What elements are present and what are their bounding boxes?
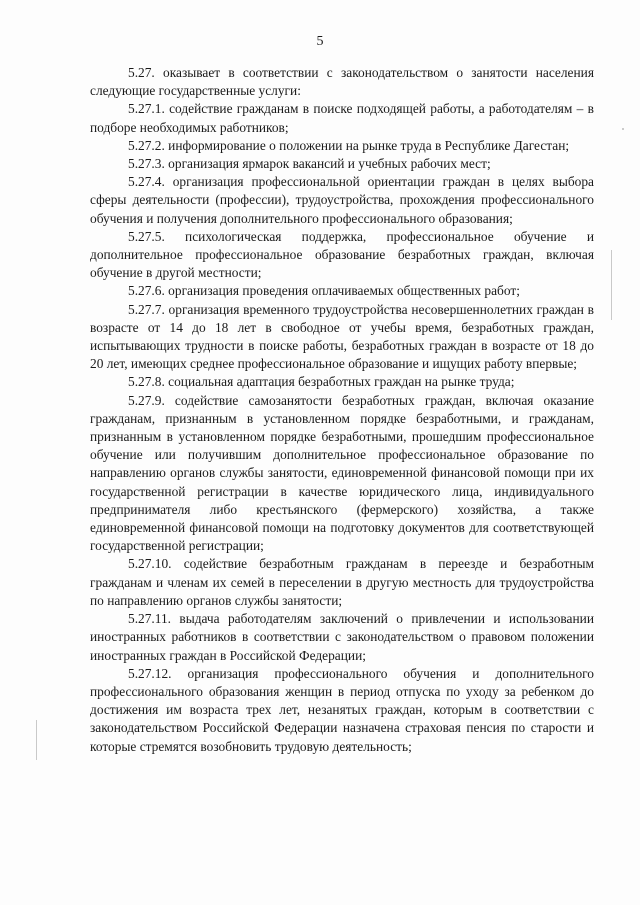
- paragraph: 5.27.11. выдача работодателям заключений о привлечении и использовании иностранных работников в соответствии с законодательством о правовом положении иностранных граждан в Российской Федерации;: [90, 611, 594, 663]
- document-body: [90, 64, 594, 756]
- scan-edge-mark: [36, 720, 37, 760]
- paragraph: 5.27.5. психологическая поддержка, профессиональное обучение и дополнительное профессиональное образование безработных граждан, включая обучение в другой местности;: [90, 228, 594, 281]
- paragraph: 5.27.9. содействие самозанятости безработных граждан, включая оказание гражданам, признанным в установленном порядке безработными, и гражданам, признанным в установленном порядке безработными, прошедшим профессиональное обучение или получившим дополнительное профессиональное образование по направлению органов службы занятости, единовременной финансовой помощи при их государственной регистрации в качестве юридического лица, индивидуального предпринимателя либо крестьянского (фермерского) хозяйства, а также единовременной финансовой помощи на подготовку документов для соответствующей государственной регистрации;: [90, 392, 594, 554]
- paragraph: 5.27. оказывает в соответствии с законодательством о занятости населения следующие государственные услуги:: [90, 65, 594, 99]
- paragraph: 5.27.3. организация ярмарок вакансий и учебных рабочих мест;: [128, 156, 491, 172]
- scan-edge-mark: [611, 250, 612, 320]
- paragraph: 5.27.7. организация временного трудоустройства несовершеннолетних граждан в возрасте от 14 до 18 лет в свободное от учебы время, безработных граждан, испытывающих трудности в поиске работы, безработных граждан в возрасте от 18 до 20 лет, имеющих среднее профессиональное образование и ищущих работу впервые;: [90, 301, 594, 372]
- paragraph: 5.27.10. содействие безработным гражданам в переезде и безработным гражданам и членам их семей в переселении в другую местность для трудоустройства по направлению органов службы занятости;: [90, 556, 594, 608]
- page-number: 5: [316, 34, 324, 49]
- paragraph: 5.27.12. организация профессионального обучения и дополнительного профессионального образования женщин в период отпуска по уходу за ребенком до достижения им возраста трех лет, незанятых граждан, которым в соответствии с законодательством Российской Федерации назначена страховая пенсия по старости и которые стремятся возобновить трудовую деятельность;: [90, 665, 594, 754]
- paragraph: 5.27.8. социальная адаптация безработных граждан на рынке труда;: [128, 374, 515, 390]
- paragraph: 5.27.2. информирование о положении на рынке труда в Республике Дагестан;: [128, 137, 570, 153]
- paragraph: 5.27.6. организация проведения оплачиваемых общественных работ;: [128, 283, 520, 299]
- scan-speck: [622, 128, 624, 130]
- paragraph: 5.27.1. содействие гражданам в поиске подходящей работы, а работодателям – в подборе необходимых работников;: [90, 101, 594, 135]
- paragraph: 5.27.4. организация профессиональной ориентации граждан в целях выбора сферы деятельности (профессии), трудоустройства, прохождения профессионального обучения и получения дополнительного профессионального образования;: [90, 174, 594, 226]
